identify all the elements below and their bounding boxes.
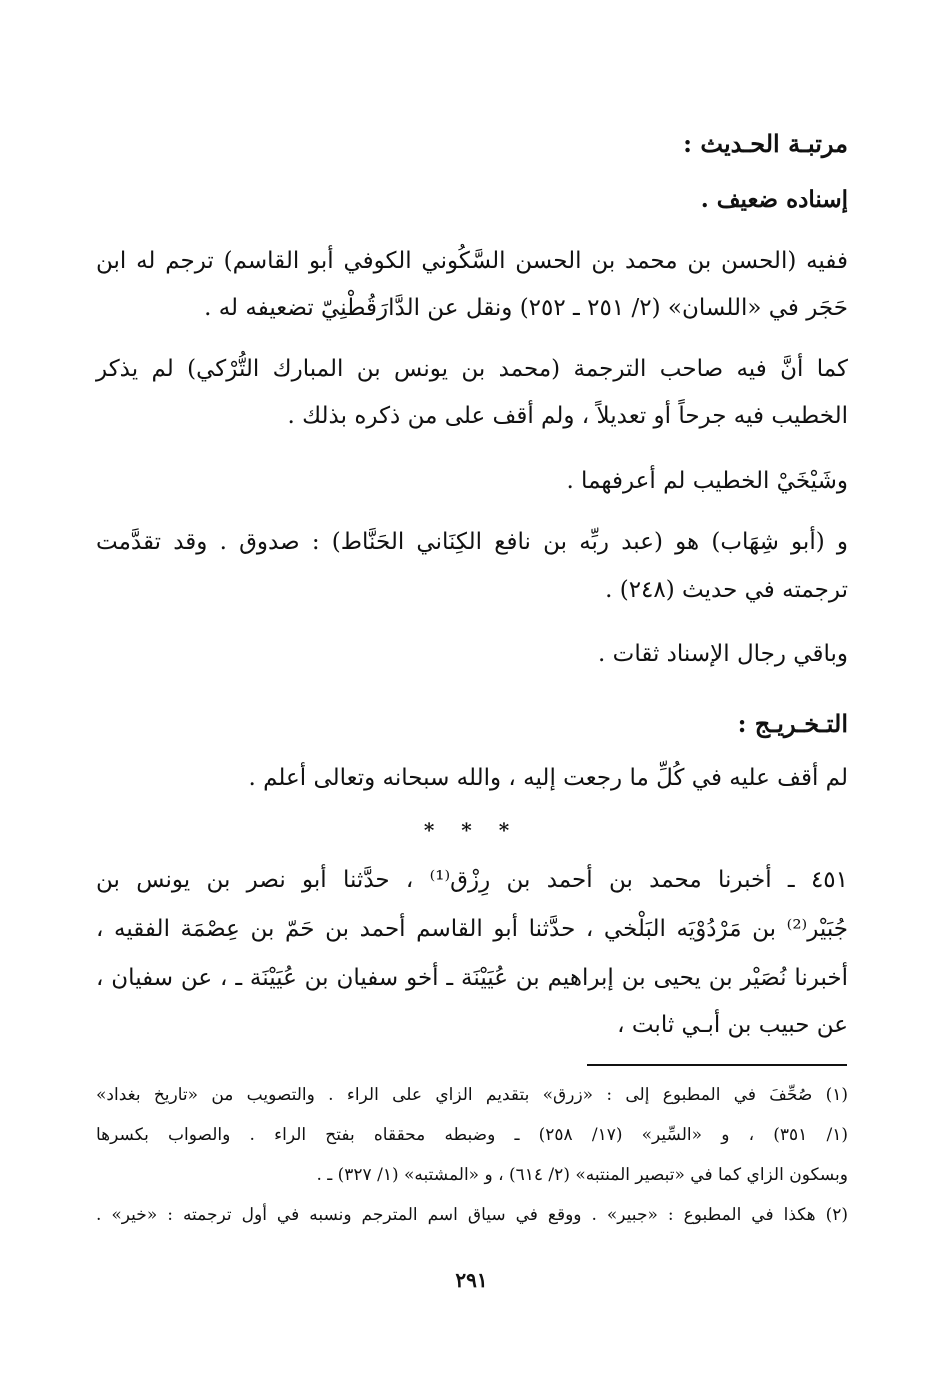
footnote-line: وبسكون الزاي كما في «تبصير المنتبه» (٢/ ٦١٤) ، و «المشتبه» (١/ ٣٢٧) ـ . <box>316 1165 848 1185</box>
paragraph-line: وباقي رجال الإسناد ثقات . <box>598 641 848 667</box>
footnote-line: (١) صُحِّفَ في المطبوع إلى : «زرق» بتقديم الزاي على الراء . والتصويب من «تاريخ بغداد» <box>96 1085 848 1105</box>
footnote-rule <box>587 1064 847 1066</box>
paragraph-line: وشَيْخَيْ الخطيب لم أعرفهما . <box>566 468 848 494</box>
hadith-line: جُبَيْر⁽²⁾ بن مَرْدُوْيَه البَلْخي ، حدَّثنا أبو القاسم أحمد بن حَمّ بن عِصْمَة الفقيه ، <box>96 916 848 942</box>
paragraph-line: كما أنَّ فيه صاحب الترجمة (محمد بن يونس بن المبارك التُّرْكي) لم يذكر <box>96 356 848 382</box>
section-heading-grading: مرتبـة الحـديث : <box>683 129 848 158</box>
section-separator: * * * <box>423 818 520 842</box>
grading-verdict: إسناده ضعيف . <box>700 186 848 213</box>
paragraph-line: الخطيب فيه جرحاً أو تعديلاً ، ولم أقف على من ذكره بذلك . <box>287 403 848 429</box>
hadith-line: عن حبيب بن أبـي ثابت ، <box>617 1012 848 1038</box>
page-number: ٢٩١ <box>455 1268 488 1292</box>
footnote-line: (١/ ٣٥١) ، و «السِّير» (١٧/ ٢٥٨) ـ وضبطه محققاه بفتح الراء . والصواب بكسرها <box>96 1125 848 1145</box>
hadith-line: ٤٥١ ـ أخبرنا محمد بن أحمد بن رِزْق⁽¹⁾ ، حدَّثنا أبو نصر بن يونس بن <box>96 867 848 893</box>
paragraph-line: ففيه (الحسن بن محمد بن الحسن السَّكُوني الكوفي أبو القاسم) ترجم له ابن <box>96 248 848 274</box>
paragraph-line: و (أبو شِهَاب) هو (عبد ربِّه بن نافع الكِنَاني الحَنَّاط) : صدوق . وقد تقدَّمت <box>96 529 848 555</box>
paragraph-line: ترجمته في حديث (٢٤٨) . <box>605 577 848 603</box>
paragraph-line: لم أقف عليه في كُلِّ ما رجعت إليه ، والله سبحانه وتعالى أعلم . <box>248 765 848 791</box>
paragraph-line: حَجَر في «اللسان» (٢/ ٢٥١ ـ ٢٥٢) ونقل عن الدَّارَقُطْنِيّ تضعيفه له . <box>204 295 848 321</box>
section-heading-takhrij: التـخـريـج : <box>737 709 848 738</box>
footnote-line: (٢) هكذا في المطبوع : «جبير» . ووقع في سياق اسم المترجم ونسبه في أول ترجمته : «خير» . <box>96 1205 848 1225</box>
hadith-line: أخبرنا نُصَيْر بن يحيى بن إبراهيم بن عُيَيْنَة ـ أخو سفيان بن عُيَيْنَة ـ ، عن سفيان ، <box>96 965 848 991</box>
